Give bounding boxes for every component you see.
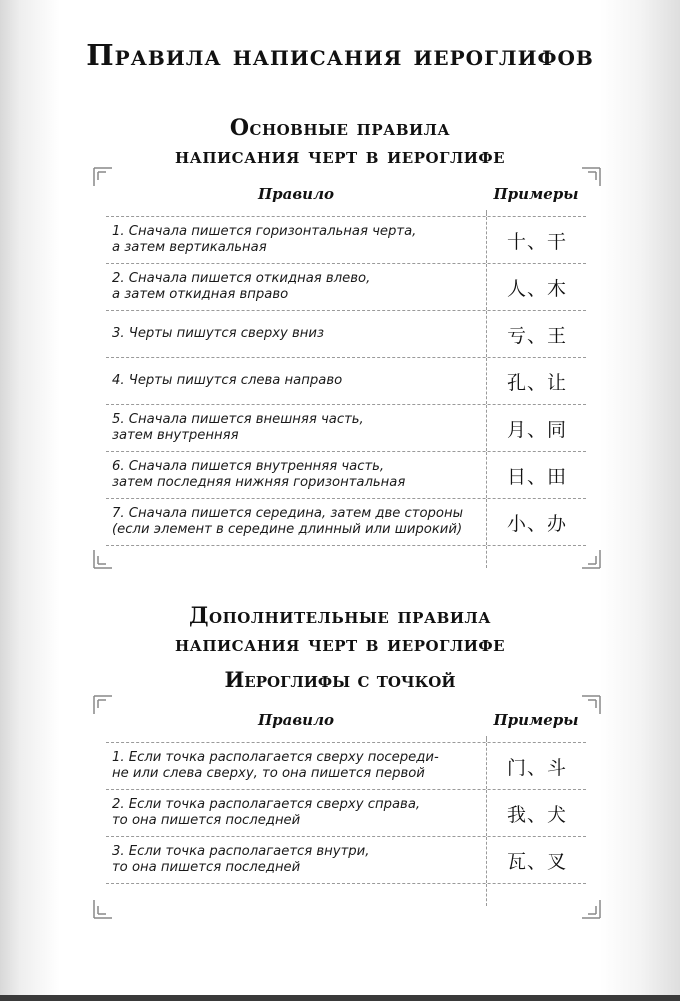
example-characters: 人、木 bbox=[486, 264, 587, 310]
table-row bbox=[106, 310, 586, 357]
table-header bbox=[106, 178, 586, 210]
dot-rules-table bbox=[106, 704, 586, 906]
basic-rules-table bbox=[106, 178, 586, 568]
table-row bbox=[106, 742, 586, 789]
table-spacer bbox=[106, 546, 586, 568]
example-characters: 亏、王 bbox=[486, 311, 587, 357]
rule-text: 3. Если точка располагается внутри, то она пишется последней bbox=[112, 844, 370, 875]
table-row bbox=[106, 451, 586, 498]
example-characters: 日、田 bbox=[486, 452, 587, 498]
rule-text: 1. Сначала пишется горизонтальная черта, а затем вертикальная bbox=[112, 224, 417, 255]
rule-text: 5. Сначала пишется внешняя часть, затем внутренняя bbox=[112, 412, 364, 443]
column-header-rule: Правило bbox=[257, 185, 335, 203]
column-header-examples: Примеры bbox=[493, 711, 579, 729]
example-characters: 瓦、叉 bbox=[486, 837, 587, 883]
page-bottom-edge bbox=[0, 995, 680, 1001]
rule-text: 2. Сначала пишется откидная влево, а затем откидная вправо bbox=[112, 271, 371, 302]
table-row bbox=[106, 263, 586, 310]
rule-text: 7. Сначала пишется середина, затем две стороны (если элемент в середине длинный или широкий) bbox=[112, 506, 464, 537]
section2-heading-line1: Дополнительные правила bbox=[189, 603, 491, 629]
example-characters: 我、犬 bbox=[486, 790, 587, 836]
page-title: Правила написания иероглифов bbox=[86, 38, 594, 72]
section1-heading-line1: Основные правила bbox=[229, 115, 451, 141]
section1-heading-line2: написания черт в иероглифе bbox=[174, 143, 506, 169]
example-characters: 小、办 bbox=[486, 499, 587, 545]
example-characters: 月、同 bbox=[486, 405, 587, 451]
table-row bbox=[106, 216, 586, 263]
rule-text: 2. Если точка располагается сверху справа, то она пишется последней bbox=[112, 797, 421, 828]
section2-subheading: Иероглифы с точкой bbox=[224, 667, 456, 692]
table-row bbox=[106, 357, 586, 404]
example-characters: 十、干 bbox=[486, 217, 587, 263]
rule-text: 4. Черты пишутся слева направо bbox=[112, 373, 343, 388]
section1-heading bbox=[0, 114, 680, 170]
table-header bbox=[106, 704, 586, 736]
table-row bbox=[106, 789, 586, 836]
rule-text: 6. Сначала пишется внутренняя часть, затем последняя нижняя горизонтальная bbox=[112, 459, 406, 490]
rule-text: 1. Если точка располагается сверху посереди- не или слева сверху, то она пишется первой bbox=[112, 750, 439, 781]
table-spacer bbox=[106, 884, 586, 906]
column-header-examples: Примеры bbox=[493, 185, 579, 203]
column-header-rule: Правило bbox=[257, 711, 335, 729]
example-characters: 孔、让 bbox=[486, 358, 587, 404]
section2-heading-line2: написания черт в иероглифе bbox=[174, 631, 506, 657]
example-characters: 门、斗 bbox=[486, 743, 587, 789]
section2-heading bbox=[0, 602, 680, 658]
table-row bbox=[106, 498, 586, 546]
rule-text: 3. Черты пишутся сверху вниз bbox=[112, 326, 324, 341]
table-row bbox=[106, 836, 586, 884]
table-row bbox=[106, 404, 586, 451]
